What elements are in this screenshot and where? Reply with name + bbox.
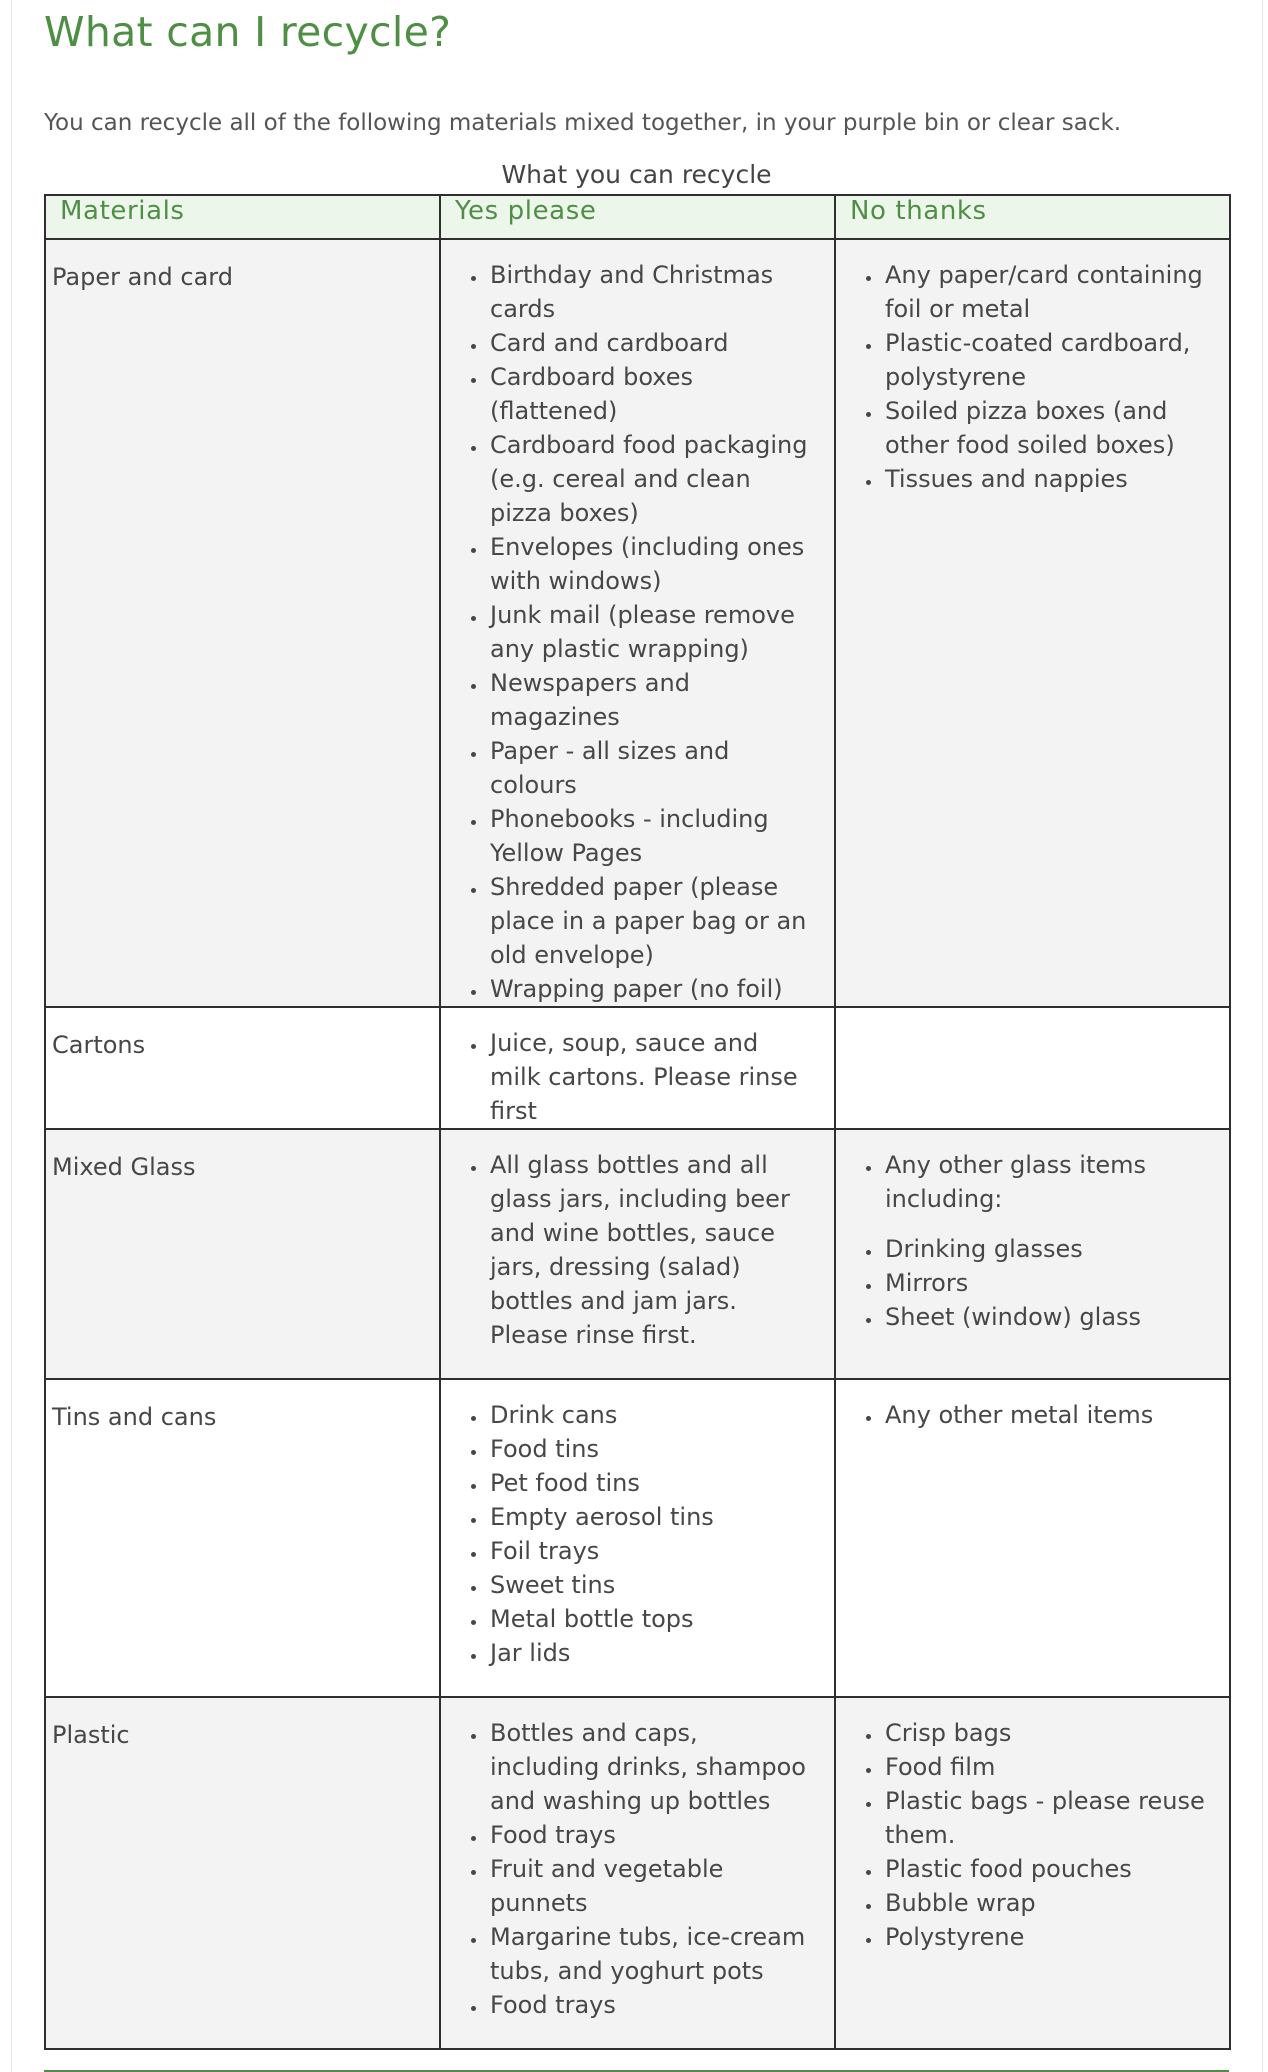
- no-cell: [835, 1697, 1230, 2049]
- table-row: [45, 1129, 1230, 1379]
- no-sublist: [836, 1232, 1229, 1334]
- yes-cell: [440, 1697, 835, 2049]
- list-item: • Bubble wrap: [883, 1886, 1209, 1920]
- list-item: • Any other metal items: [883, 1398, 1209, 1432]
- page-title: What can I recycle?: [44, 8, 452, 56]
- list-item: • Newspapers and magazines: [488, 666, 814, 734]
- list-item: • Wrapping paper (no foil): [488, 972, 814, 1006]
- list-item: • Drinking glasses: [883, 1232, 1209, 1266]
- no-cell: [835, 1379, 1230, 1697]
- yes-cell: [440, 1379, 835, 1697]
- header-yes-please: Yes please: [440, 195, 835, 239]
- list-item: • Shredded paper (please place in a paper bag or an old envelope): [488, 870, 814, 972]
- list-item: • Food tins: [488, 1432, 814, 1466]
- list-item: • Mirrors: [883, 1266, 1209, 1300]
- table-row: [45, 1379, 1230, 1697]
- no-cell: [835, 1129, 1230, 1379]
- no-cell: [835, 239, 1230, 1007]
- yes-list: [441, 1398, 834, 1670]
- list-item: • Food trays: [488, 1988, 814, 2022]
- list-item: • Any paper/card containing foil or metal: [883, 258, 1209, 326]
- list-item: • Juice, soup, sauce and milk cartons. Please rinse first: [488, 1026, 814, 1128]
- material-cell: Tins and cans: [45, 1379, 440, 1697]
- yes-cell: [440, 1129, 835, 1379]
- yes-list: [441, 258, 834, 1006]
- list-item: • Crisp bags: [883, 1716, 1209, 1750]
- material-cell: Cartons: [45, 1007, 440, 1129]
- list-item: • Sweet tins: [488, 1568, 814, 1602]
- table-caption: What you can recycle: [501, 160, 772, 189]
- list-item: • Empty aerosol tins: [488, 1500, 814, 1534]
- list-item: • Metal bottle tops: [488, 1602, 814, 1636]
- yes-cell: [440, 239, 835, 1007]
- table-header-row: [45, 195, 1230, 239]
- list-item: • Bottles and caps, including drinks, shampoo and washing up bottles: [488, 1716, 814, 1818]
- yes-list: [441, 1026, 834, 1128]
- yes-cell: [440, 1007, 835, 1129]
- list-item: • Junk mail (please remove any plastic wrapping): [488, 598, 814, 666]
- no-list: [836, 258, 1229, 496]
- intro-text: You can recycle all of the following materials mixed together, in your purple bin or clear sack.: [44, 110, 1122, 136]
- list-item: • Fruit and vegetable punnets: [488, 1852, 814, 1920]
- list-item: • Polystyrene: [883, 1920, 1209, 1954]
- yes-list: [441, 1716, 834, 2022]
- header-no-thanks: No thanks: [835, 195, 1230, 239]
- list-item: • Food film: [883, 1750, 1209, 1784]
- list-item: • Envelopes (including ones with windows): [488, 530, 814, 598]
- list-item: • Food trays: [488, 1818, 814, 1852]
- list-item: • Phonebooks - including Yellow Pages: [488, 802, 814, 870]
- no-list: [836, 1148, 1229, 1216]
- list-item: • Plastic bags - please reuse them.: [883, 1784, 1209, 1852]
- recycling-table: [44, 194, 1231, 2050]
- yes-list: [441, 1148, 834, 1352]
- list-item: • Foil trays: [488, 1534, 814, 1568]
- list-item: • Any other glass items including:: [883, 1148, 1209, 1216]
- header-materials: Materials: [45, 195, 440, 239]
- list-item: • Soiled pizza boxes (and other food soiled boxes): [883, 394, 1209, 462]
- material-cell: Mixed Glass: [45, 1129, 440, 1379]
- list-item: • Margarine tubs, ice-cream tubs, and yoghurt pots: [488, 1920, 814, 1988]
- no-list: [836, 1716, 1229, 1954]
- list-item: • Birthday and Christmas cards: [488, 258, 814, 326]
- list-item: • Cardboard boxes (flattened): [488, 360, 814, 428]
- list-item: • Cardboard food packaging (e.g. cereal and clean pizza boxes): [488, 428, 814, 530]
- list-item: • Sheet (window) glass: [883, 1300, 1209, 1334]
- no-cell: [835, 1007, 1230, 1129]
- table-row: [45, 1697, 1230, 2049]
- list-item: • Pet food tins: [488, 1466, 814, 1500]
- list-item: • Paper - all sizes and colours: [488, 734, 814, 802]
- table-row: [45, 239, 1230, 1007]
- list-item: • Jar lids: [488, 1636, 814, 1670]
- material-cell: Plastic: [45, 1697, 440, 2049]
- list-item: • Plastic-coated cardboard, polystyrene: [883, 326, 1209, 394]
- list-item: • All glass bottles and all glass jars, including beer and wine bottles, sauce jars, dressing (salad) bottles and jam jars. Please rinse first.: [488, 1148, 814, 1352]
- list-item: • Tissues and nappies: [883, 462, 1209, 496]
- list-item: • Card and cardboard: [488, 326, 814, 360]
- list-item: • Plastic food pouches: [883, 1852, 1209, 1886]
- list-item: • Drink cans: [488, 1398, 814, 1432]
- material-cell: Paper and card: [45, 239, 440, 1007]
- no-list: [836, 1398, 1229, 1432]
- table-row: [45, 1007, 1230, 1129]
